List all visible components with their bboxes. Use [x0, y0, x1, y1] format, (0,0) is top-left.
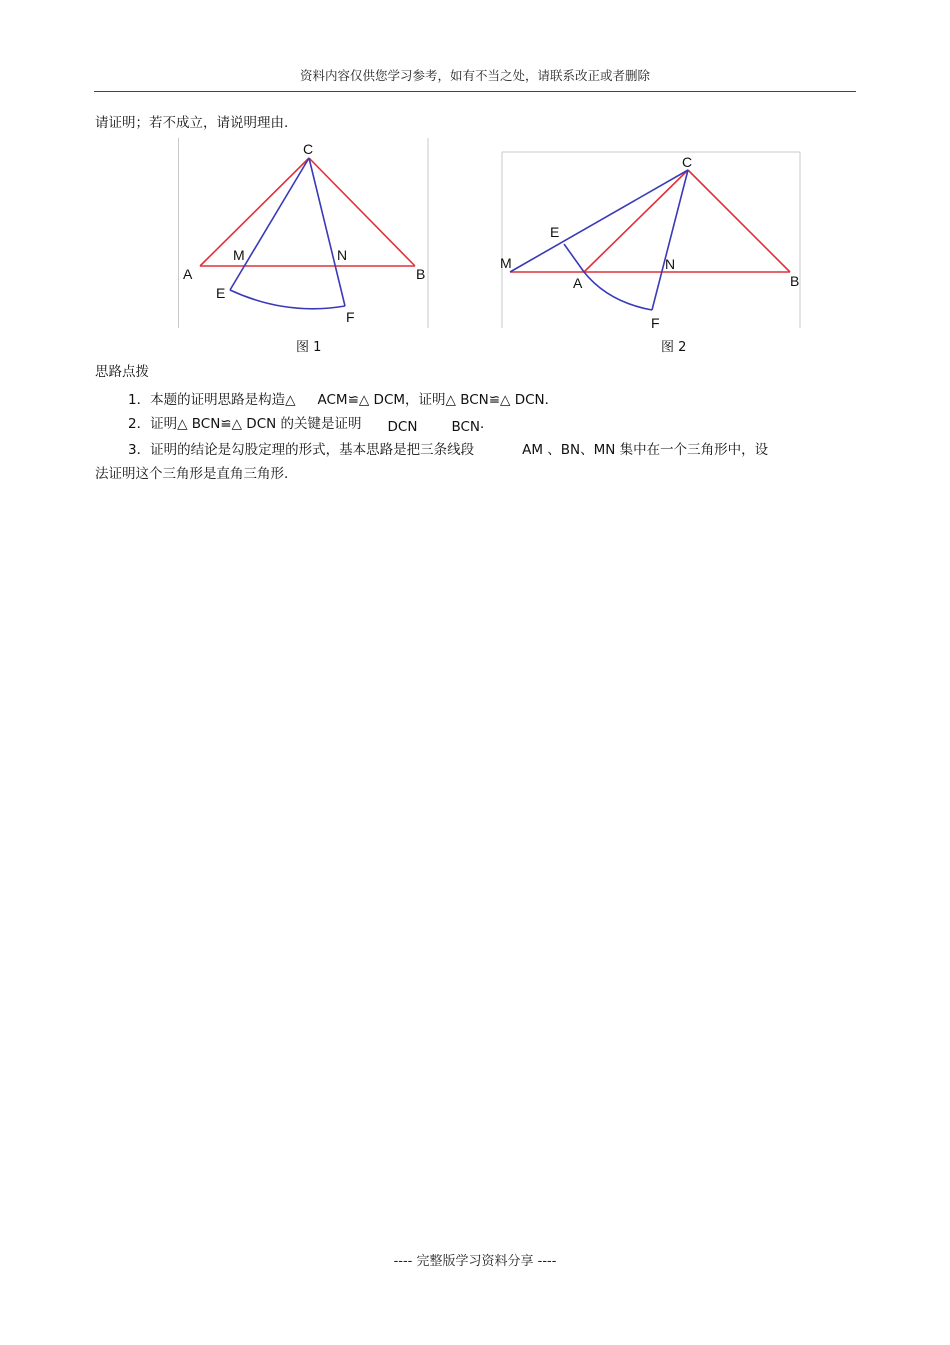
- figure-1-caption: 图 1: [296, 340, 322, 355]
- figure-2-sector-cef: [510, 170, 688, 310]
- label-b: B: [790, 273, 800, 289]
- hint-1-part-a: ACM: [317, 392, 348, 408]
- intro-line: 请证明；若不成立，请说明理由.: [95, 115, 289, 131]
- label-a: A: [573, 275, 583, 291]
- figure-2-triangle-abc: [510, 170, 790, 272]
- hint-2-part-a: DCN: [387, 419, 418, 435]
- hint-1-prefix: 1．本题的证明思路是构造△: [128, 392, 296, 408]
- label-b: B: [416, 266, 426, 282]
- header-rule: [94, 91, 856, 92]
- figure-2: [496, 150, 806, 336]
- hint-2-prefix: 2．证明△ BCN≌△ DCN 的关键是证明: [128, 416, 362, 432]
- hint-1-part-b: ≌△ DCM，证明△ BCN≌△ DCN．: [347, 392, 559, 408]
- label-e: E: [216, 285, 226, 301]
- hint-item-2: [128, 412, 494, 435]
- label-c: C: [303, 141, 314, 157]
- figure-2-caption: 图 2: [661, 340, 687, 355]
- label-c: C: [682, 154, 693, 170]
- page-header: 资料内容仅供您学习参考，如有不当之处，请联系改正或者删除: [299, 68, 650, 83]
- figure-1-sector-cef: [230, 158, 348, 309]
- hint-3-part-a: AM 、BN、MN 集中在一个三角形中，设: [522, 442, 769, 458]
- hint-item-3: [128, 438, 768, 458]
- label-m: M: [233, 247, 245, 263]
- label-f: F: [346, 309, 355, 325]
- hint-item-3-line-2: 法证明这个三角形是直角三角形.: [95, 466, 289, 482]
- label-e: E: [550, 224, 560, 240]
- label-a: A: [183, 266, 193, 282]
- hint-2-part-b: BCN: [451, 419, 480, 435]
- label-f: F: [651, 315, 660, 331]
- hint-item-1: [128, 388, 558, 408]
- figure-1: [178, 138, 430, 334]
- hints-heading: 思路点拨: [95, 364, 149, 380]
- label-n: N: [665, 256, 676, 272]
- page-footer: ---- 完整版学习资料分享 ----: [393, 1254, 557, 1269]
- label-n: N: [337, 247, 348, 263]
- label-m: M: [500, 255, 512, 271]
- hint-3-prefix: 3．证明的结论是勾股定理的形式，基本思路是把三条线段: [128, 442, 475, 458]
- hint-2-suffix: ．: [480, 416, 494, 432]
